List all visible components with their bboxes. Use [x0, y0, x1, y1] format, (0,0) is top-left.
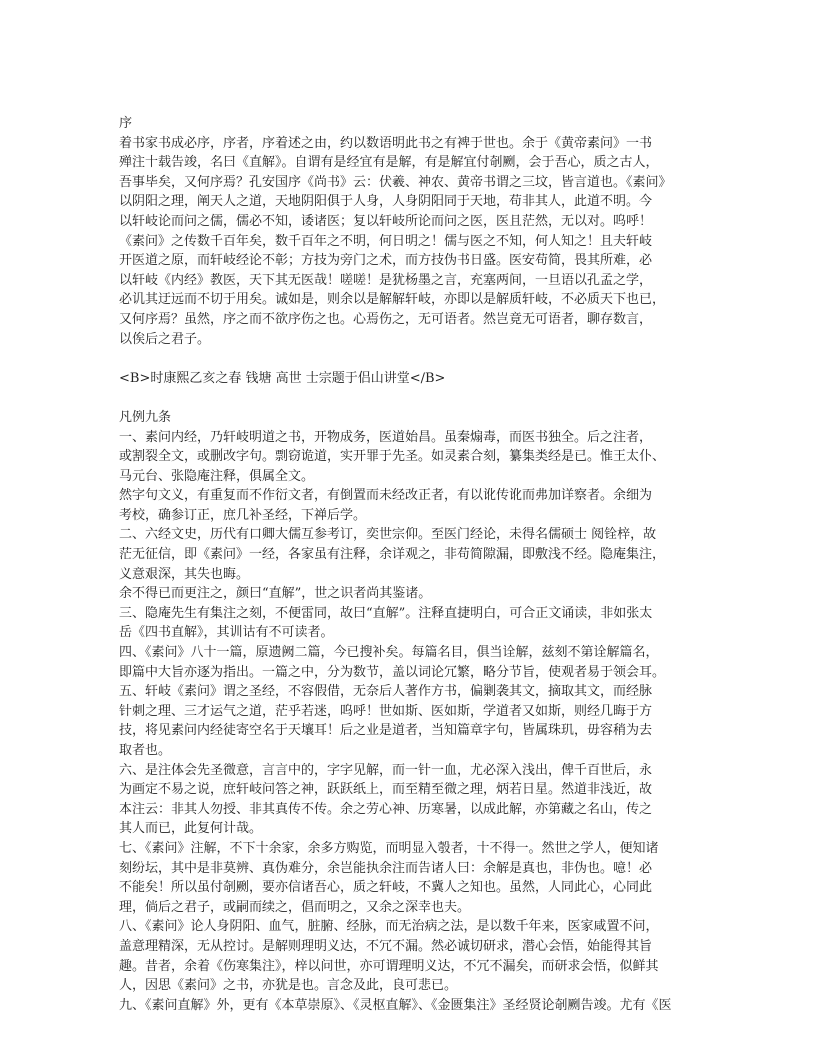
fanli-line: 茫无征信，即《素问》一经，各家虽有注释，余详观之，非苟简隙漏，即敷浅不经。隐庵集注， — [119, 547, 666, 563]
fanli-line: 或割裂全文，或删改字句。剽窃诡道，实开罪于先圣。如灵素合刻，纂集类经是已。惟王太仆、 — [119, 449, 666, 465]
fanli-heading: 凡例九条 — [119, 409, 172, 425]
preface-line: 以轩岐论而问之儒，儒必不知，诿诸医；复以轩岐所论而问之医，医且茫然，无以对。呜呼！ — [119, 213, 653, 229]
fanli-line: 人，因思《素问》之书，亦犹是也。言念及此，良可悲已。 — [119, 978, 458, 994]
fanli-line: 义意艰深，其失也晦。 — [119, 566, 250, 582]
fanli-line: 理，倘后之君子，或嗣而续之，倡而明之，又余之深幸也夫。 — [119, 899, 471, 915]
fanli-line: 四、《素问》八十一篇，原遗阙二篇，今已搜补矣。每篇名目，俱当诠解，兹刻不第诠解篇名， — [119, 645, 659, 661]
preface-body — [119, 134, 699, 350]
fanli-line: 七、《素问》注解，不下十余家，余多方购览，而明显入彀者，十不得一。然世之学人，便知诸 — [119, 840, 659, 856]
fanli-line: 本注云：非其人勿授、非其真传不传。余之劳心神、历寒暑，以成此解，亦第藏之名山，传之 — [119, 801, 653, 817]
fanli-line: 八、《素问》论人身阴阳、血气，脏腑、经脉，而无治病之法，是以数千年来，医家咸置不问， — [119, 919, 659, 935]
preface-line: 以轩岐《内经》教医，天下其无医哉！嗟嗟！是犹杨墨之言，充塞两间，一旦语以孔孟之学， — [119, 272, 653, 288]
fanli-line: 针刺之理、三才运气之道，茫乎若迷，呜呼！世如斯、医如斯，学道者又如斯，则经几晦于方 — [119, 703, 653, 719]
preface-heading: 序 — [119, 116, 133, 131]
fanli-line: 岳《四书直解》，其训诂有不可读者。 — [119, 625, 334, 641]
fanli-line: 六、是注体会先圣微意，言言中的，字字见解，而一针一血，尤必深入浅出，俾千百世后，永 — [119, 762, 653, 778]
fanli-body — [119, 428, 699, 1016]
fanli-line: 技，将见素问内经徒寄空名于天壤耳！后之业是道者，当知篇章字句，皆属珠玑，毋容稍为去 — [119, 723, 653, 739]
fanli-line: 九、《素问直解》外，更有《本草崇原》、《灵枢直解》、《金匮集注》圣经贤论剞劂告竣。尤有《医 — [119, 997, 672, 1013]
preface-line: 又何序焉？虽然，序之而不欲序伤之也。心焉伤之，无可语者。然岂竟无可语者，聊存数言， — [119, 311, 653, 327]
preface-line: 吾事毕矣，又何序焉？孔安国序《尚书》云：伏羲、神农、黄帝书谓之三坟，皆言道也。《素问》 — [119, 174, 672, 190]
fanli-line: 为画定不易之说，庶轩岐问答之神，跃跃纸上，而至精至微之理，炳若日星。然道非浅近，故 — [119, 782, 653, 798]
fanli-line: 即篇中大旨亦逐为指出。一篇之中，分为数节，盖以词论冗繁，略分节旨，使观者易于领会耳。 — [119, 664, 666, 680]
fanli-line: 不能矣！所以虽付剞劂，要亦信诸吾心，质之轩岐，不冀人之知也。虽然，人同此心，心同此 — [119, 880, 653, 896]
fanli-line: 刻纷坛，其中是非莫辨、真伪难分，余岂能执余注而告诸人曰：余解是真也，非伪也。噫！必 — [119, 860, 653, 876]
paragraph-gap — [119, 388, 699, 408]
document-page — [119, 114, 699, 1015]
fanli-line: 三、隐庵先生有集注之刻，不便雷同，故曰“直解”。注释直捷明白，可合正文诵读，非如张太 — [119, 605, 653, 621]
preface-line: 殚注十载告竣，名曰《直解》。自谓有是经宜有是解，有是解宜付剞劂，会于吾心，质之古人， — [119, 155, 659, 171]
fanli-line: 考校，确参订正，庶几补圣经，下禅后学。 — [119, 507, 367, 523]
preface-line: 《素问》之传数千百年矣，数千百年之不明，何日明之！儒与医之不知，何人知之！且夫轩岐 — [119, 233, 653, 249]
fanli-line: 其人而已，此复何计哉。 — [119, 821, 263, 837]
preface-line: 必讥其迂远而不切于用矣。诚如是，则余以是解解轩岐，亦即以是解质轩岐，不必质天下也已， — [119, 292, 666, 308]
fanli-line: 取者也。 — [119, 743, 172, 758]
paragraph-gap — [119, 349, 699, 369]
preface-line: 以阴阳之理，阐天人之道，天地阴阳俱于人身，人身阴阳同于天地，苟非其人，此道不明。今 — [119, 194, 653, 210]
fanli-line: 然字句文义，有重复而不作衍文者，有倒置而未经改正者，有以讹传讹而弗加详察者。余细为 — [119, 488, 653, 504]
fanli-line: 盖意理精深，无从控讨。是解则理明义达，不冗不漏。然必诚切研求，潜心会悟，始能得其旨 — [119, 938, 653, 954]
fanli-line: 二、六经文史，历代有口卿大儒互参考订，奕世宗仰。至医门经论，未得名儒硕士 阅铨梓，故 — [119, 527, 657, 543]
preface-line: 着书家书成必序，序者，序着述之由，约以数语明此书之有裨于世也。余于《黄帝素问》一书 — [119, 135, 653, 151]
fanli-line: 余不得已而更注之，颜曰“直解”，世之识者尚其鉴诸。 — [119, 586, 432, 602]
preface-signature: <B>时康熙乙亥之春 钱塘 高世 士宗题于侣山讲堂</B> — [119, 370, 446, 386]
preface-line: 以俟后之君子。 — [119, 331, 211, 347]
fanli-line: 马元台、张隐庵注释，俱属全文。 — [119, 468, 315, 484]
preface-line: 开医道之原，而轩岐经论不彰；方技为旁门之术，而方技伪书日盛。医安苟简，畏其所难，必 — [119, 253, 653, 269]
fanli-line: 一、素问内经，乃轩岐明道之书，开物成务，医道始昌。虽秦煽毒，而医书独全。后之注者， — [119, 429, 653, 445]
fanli-line: 趣。昔者，余着《伤寒集注》，梓以问世，亦可谓理明义达，不冗不漏矣，而研求会悟，似鲜其 — [119, 958, 659, 974]
fanli-line: 五、轩岐《素问》谓之圣经，不容假借，无奈后人著作方书，偏剿袭其文，摘取其文，而经脉 — [119, 684, 653, 700]
